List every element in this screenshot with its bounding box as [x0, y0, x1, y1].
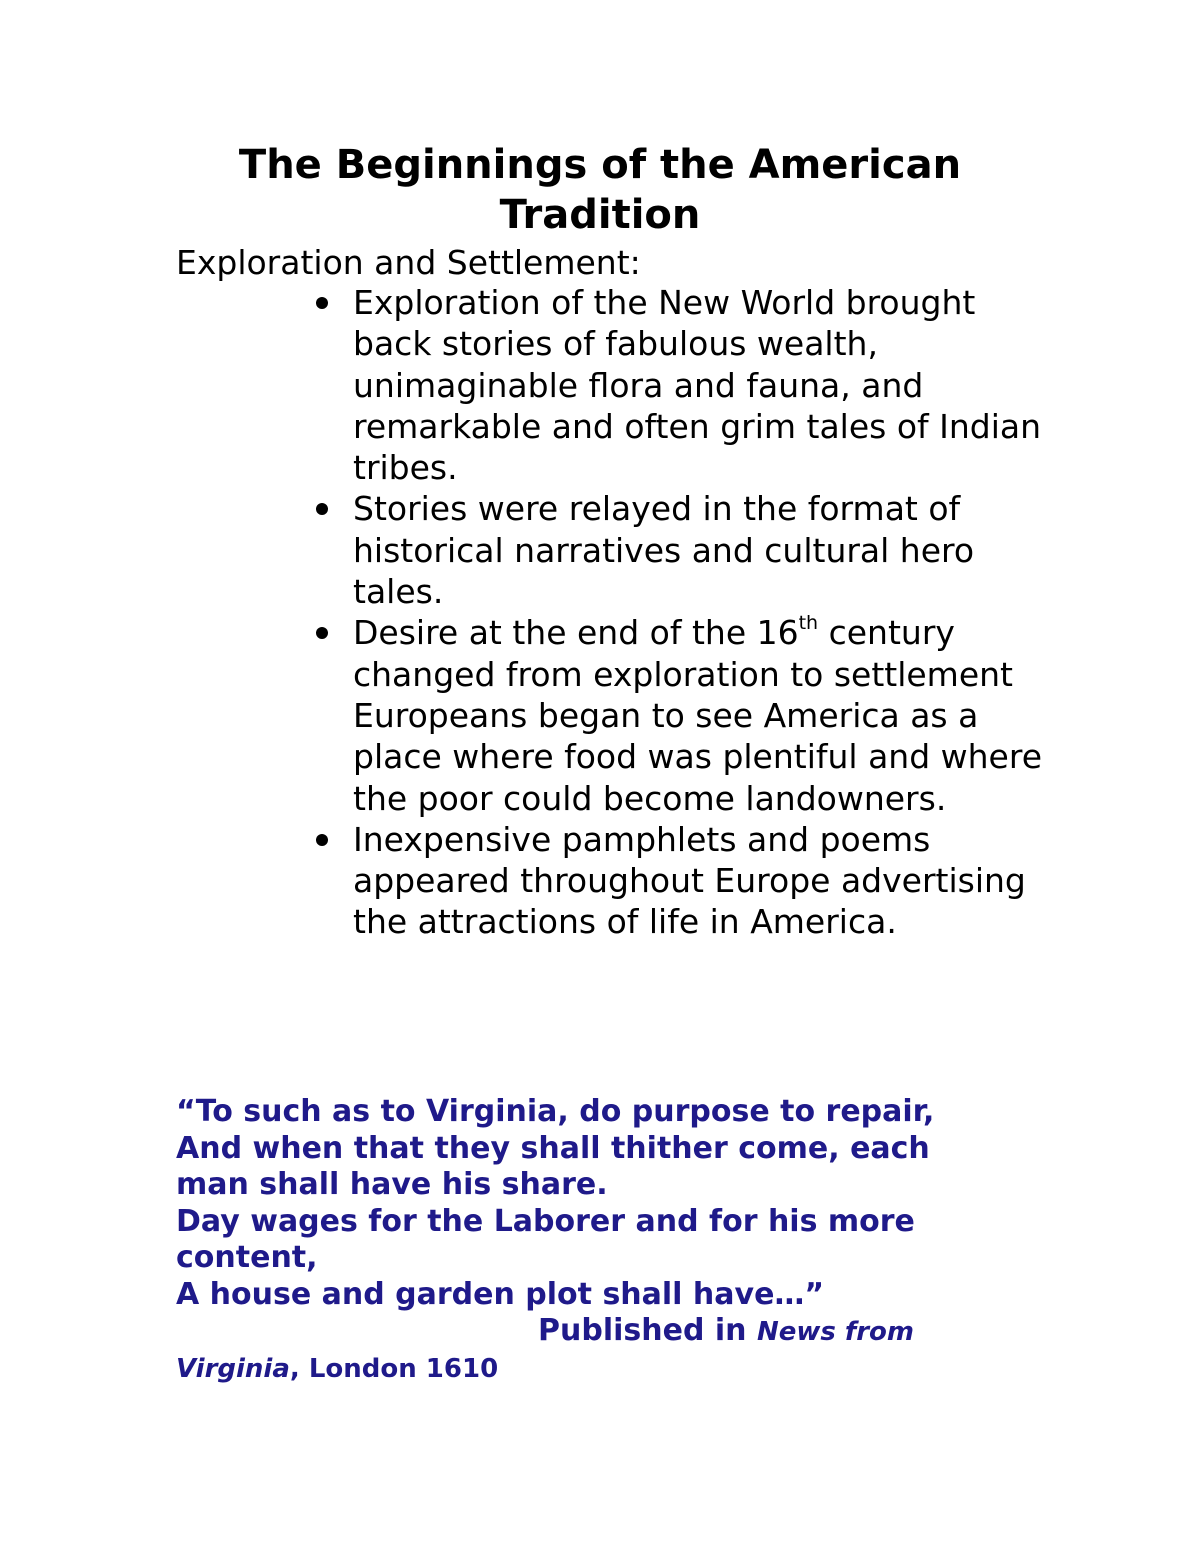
bullet-text: Stories were relayed in the format of historical narratives and cultural hero tales. — [353, 489, 975, 612]
bullet-text-part: century changed from exploration to settlement Europeans began to see America as a place where food was plentiful and where the poor could become landowners. — [353, 613, 1043, 818]
bullet-icon — [316, 503, 328, 515]
bullet-text-part: Desire at the end of the 16 — [353, 613, 799, 653]
bullet-icon — [316, 834, 328, 846]
attribution-row — [176, 1313, 1006, 1350]
quote-line: And when that they shall thither come, each man shall have his share. — [176, 1130, 930, 1202]
bullet-list — [176, 282, 1046, 943]
poem-quote — [176, 1094, 1006, 1313]
list-item — [176, 488, 1046, 612]
attribution-source: Virginia — [176, 1354, 290, 1384]
bullet-icon — [316, 297, 328, 309]
quote-line: “To such as to Virginia, do purpose to repair, — [176, 1094, 935, 1129]
bullet-text — [353, 613, 1042, 817]
list-item — [176, 819, 1046, 943]
attribution-suffix: , London 1610 — [289, 1354, 499, 1384]
quote-line: A house and garden plot shall have…” — [176, 1276, 825, 1312]
bullet-text: Exploration of the New World brought back stories of fabulous wealth, unimaginable flora and fauna, and remarkable and often grim tales of Indian tribes. — [353, 283, 1042, 488]
attribution-row — [176, 1350, 1006, 1387]
quote-attribution — [176, 1313, 1006, 1387]
attribution-source: News from — [756, 1317, 914, 1347]
attribution-prefix: Published in — [538, 1313, 757, 1348]
bullet-icon — [316, 627, 328, 639]
bullet-text: Inexpensive pamphlets and poems appeared throughout Europe advertising the attractions of life in America. — [353, 819, 1026, 942]
page-title: The Beginnings of the American Tradition — [238, 142, 962, 238]
list-item — [176, 612, 1046, 818]
list-item — [176, 282, 1046, 488]
ordinal-superscript: th — [798, 612, 819, 635]
section-heading: Exploration and Settlement: — [176, 243, 641, 282]
quote-line: Day wages for the Laborer and for his more content, — [176, 1203, 915, 1275]
